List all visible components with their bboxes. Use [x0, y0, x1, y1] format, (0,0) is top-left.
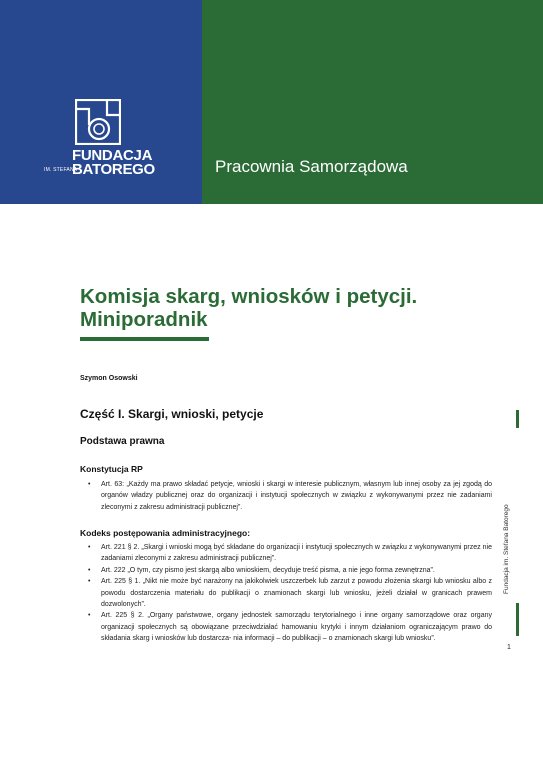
- part-heading: Część I. Skargi, wnioski, petycje: [80, 407, 264, 421]
- kpa-list: [86, 542, 492, 645]
- sidebar-foundation-label: Fundacja im. Stefana Batorego: [503, 504, 510, 594]
- logo-text-batorego: BATOREGO: [72, 161, 155, 178]
- title-underline: [80, 337, 209, 341]
- foundation-logo: [42, 99, 162, 179]
- foundation-logo-icon: [75, 99, 121, 145]
- document-title: Komisja skarg, wniosków i petycji. Miniporadnik: [80, 285, 418, 331]
- list-item: • Art. 221 § 2. „Skargi i wnioski mogą być składane do organizacji i instytucji społecznych w związku z wykonywanymi przez nie zadaniami zleconymi z zakresu administracji publicznej”.: [86, 542, 492, 565]
- sidebar-rule-top: [516, 410, 519, 428]
- list-item: • Art. 225 § 1. „Nikt nie może być narażony na jakikolwiek uszczerbek lub zarzut z powodu złożenia skargi lub wniosku albo z powodu dostarczenia materiału do publikacji o znamionach skargi lub wniosku, jeżeli działał w granicach prawem dozwolonych”.: [86, 576, 492, 610]
- logo-text-im-stefana: IM. STEFANA: [44, 167, 78, 173]
- section-heading-constitution: Konstytucja RP: [80, 464, 143, 474]
- logo-text-fundacja: FUNDACJA: [72, 147, 153, 164]
- series-title: Pracownia Samorządowa: [215, 157, 408, 176]
- section-heading-kpa: Kodeks postępowania administracyjnego:: [80, 528, 251, 538]
- sidebar-rule-bottom: [516, 603, 519, 636]
- author-name: Szymon Osowski: [80, 375, 138, 382]
- list-item: • Art. 63: „Każdy ma prawo składać petycje, wnioski i skargi w interesie publicznym, własnym lub innej osoby za jej zgodą do organów władzy publicznej oraz do organizacji i instytucji społecznych w związku z wykonywanymi przez nie zadaniami zleconymi z zakresu administracji publicznej”.: [86, 479, 492, 513]
- legal-basis-heading: Podstawa prawna: [80, 436, 165, 447]
- page-number: 1: [507, 644, 511, 651]
- constitution-list: [86, 479, 492, 513]
- list-item: • Art. 225 § 2. „Organy państwowe, organy jednostek samorządu terytorialnego i inne organy samorządowe oraz organy organizacji społecznych są obowiązane przeciwdziałać hamowaniu krytyki i innym działaniom ograniczającym prawo do składania skarg i wniosków lub dostarcza- nia informacji – do publikacji – o znamionach skargi lub wniosku”.: [86, 610, 492, 644]
- list-item: • Art. 222 „O tym, czy pismo jest skargą albo wnioskiem, decyduje treść pisma, a nie jego forma zewnętrzna”.: [86, 565, 492, 576]
